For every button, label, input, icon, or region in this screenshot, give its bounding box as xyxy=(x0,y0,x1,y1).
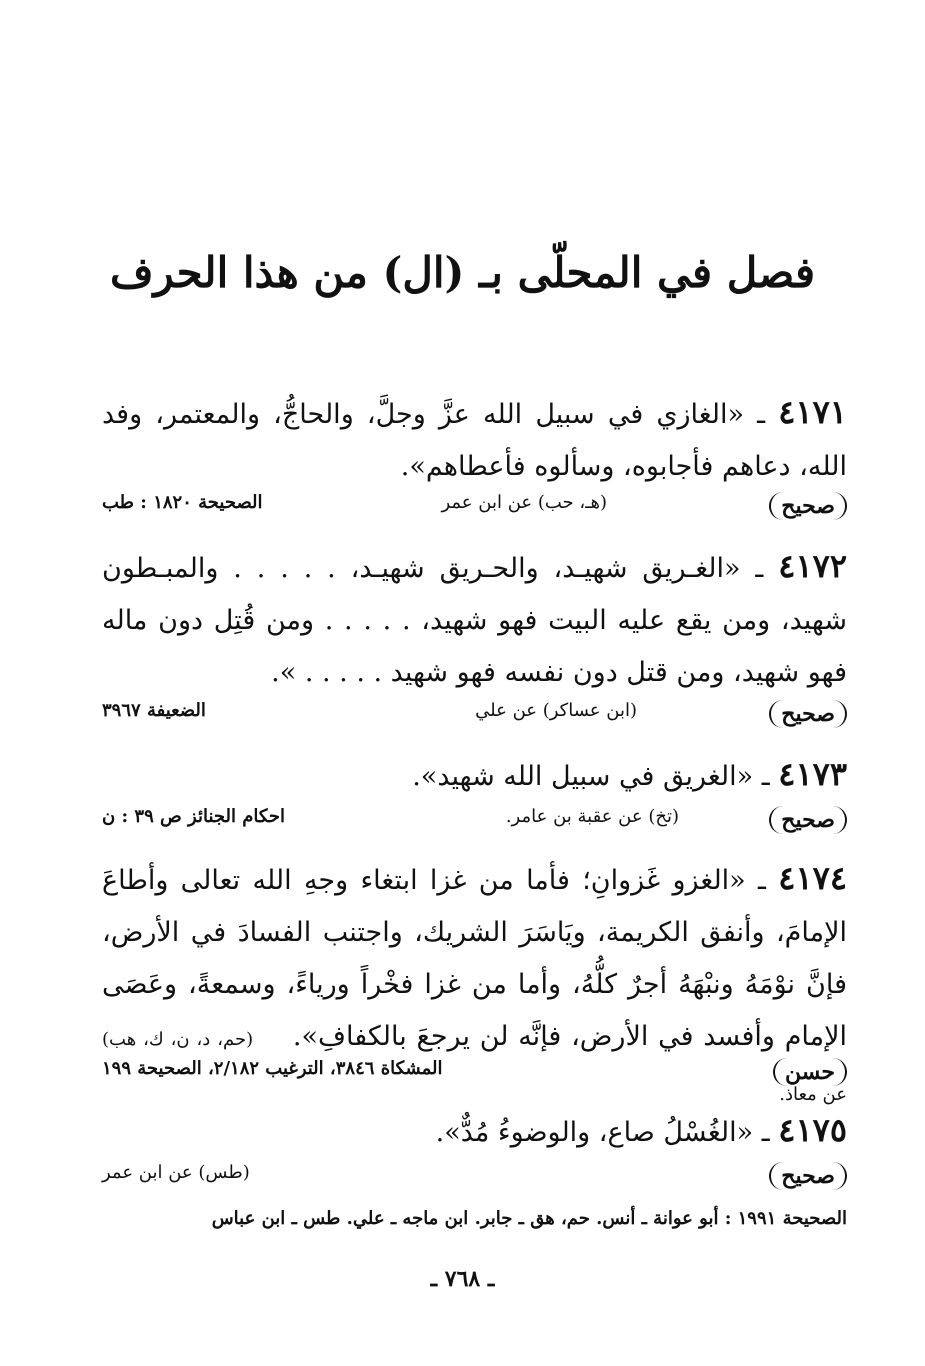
hadith-number: ٤١٧٢ xyxy=(778,547,847,585)
hadith-number: ٤١٧١ xyxy=(778,393,847,431)
source-label: (تخ) عن عقبة بن عامر. xyxy=(505,806,679,827)
hadith-number: ٤١٧٣ xyxy=(778,755,847,793)
grade-label: صحيح xyxy=(769,492,847,520)
hadith-number: ٤١٧٤ xyxy=(778,859,847,897)
grade-label: صحيح xyxy=(769,700,847,728)
hadith-meta-4171 xyxy=(102,492,847,526)
hadith-meta-4172 xyxy=(102,700,847,734)
page-number: ـ ٧٦٨ ـ xyxy=(430,1266,495,1292)
grade-label: حسن xyxy=(773,1058,847,1086)
hadith-entry-4171 xyxy=(102,386,847,493)
hadith-entry-4175 xyxy=(102,1104,847,1159)
source-label: (طس) عن ابن عمر xyxy=(102,1162,250,1183)
hadith-meta-4174 xyxy=(102,1058,847,1092)
hadith-meta-4173 xyxy=(102,806,847,840)
hadith-text xyxy=(102,748,847,803)
hadith-body: ـ «الغزو غَزوانِ؛ فأما من غزا ابتغاء وجهِ الله تعالى وأطاعَ الإمامَ، وأنفق الكريمة، ويَاسَرَ الشريك، واجتنب الفسادَ في الأرض، فإنَّ نوْمَهُ ونبْهَهُ أجرٌ كلُّهُ، وأما من غزا فخْراً ورياءً، وسمعةً، وعَصَى الإمام وأفسد في الأرض، فإنَّه لن يرجعَ بالكفافِ». xyxy=(102,865,848,1052)
grade-label: صحيح xyxy=(769,1162,847,1190)
reference-label-4175: الصحيحة ١٩٩١ : أبو عوانة ـ أنس. حم، هق ـ جابر. ابن ماجه ـ علي. طس ـ ابن عباس xyxy=(211,1208,847,1229)
hadith-text xyxy=(102,540,847,699)
hadith-entry-4172 xyxy=(102,540,847,699)
hadith-entry-4173 xyxy=(102,748,847,803)
grade-label: صحيح xyxy=(769,806,847,834)
reference-label: المشكاة ٣٨٤٦، الترغيب ٢/١٨٢، الصحيحة ١٩٩ xyxy=(102,1058,443,1079)
source-label: (حم، د، ن، ك، هب) عن معاذ. xyxy=(102,1029,847,1105)
source-label: (هـ، حب) عن ابن عمر xyxy=(441,492,607,513)
hadith-meta-4175 xyxy=(102,1162,847,1196)
hadith-text xyxy=(102,1104,847,1159)
hadith-body: ـ «الغـريق شهيـد، والحـريق شهيـد، . . . . . والمبـطون شهيد، ومن يقع عليه البيت فهو شهيد، . . . . . ومن قُتِل دون ماله فهو شهيد، ومن قتل دون نفسه فهو شهيد . . . . . ». xyxy=(102,553,847,688)
reference-label: احكام الجنائز ص ٣٩ : ن xyxy=(102,806,285,827)
hadith-body: ـ «الغازي في سبيل الله عزَّ وجلَّ، والحاجُّ، والمعتمر، وفد الله، دعاهم فأجابوه، وسألوه فأعطاهم». xyxy=(102,399,847,482)
reference-label: الصحيحة ١٨٢٠ : طب xyxy=(102,492,263,513)
hadith-number: ٤١٧٥ xyxy=(778,1111,847,1149)
hadith-text xyxy=(102,386,847,493)
reference-label: الضعيفة ٣٩٦٧ xyxy=(102,700,206,721)
hadith-body: ـ «الغُسْلُ صاع، والوضوءُ مُدٌّ». xyxy=(435,1117,770,1148)
source-label: (ابن عساكر) عن علي xyxy=(475,700,637,721)
section-title: فصل في المحلّى بـ (ال) من هذا الحرف xyxy=(109,248,816,297)
hadith-body: ـ «الغريق في سبيل الله شهيد». xyxy=(412,761,770,792)
